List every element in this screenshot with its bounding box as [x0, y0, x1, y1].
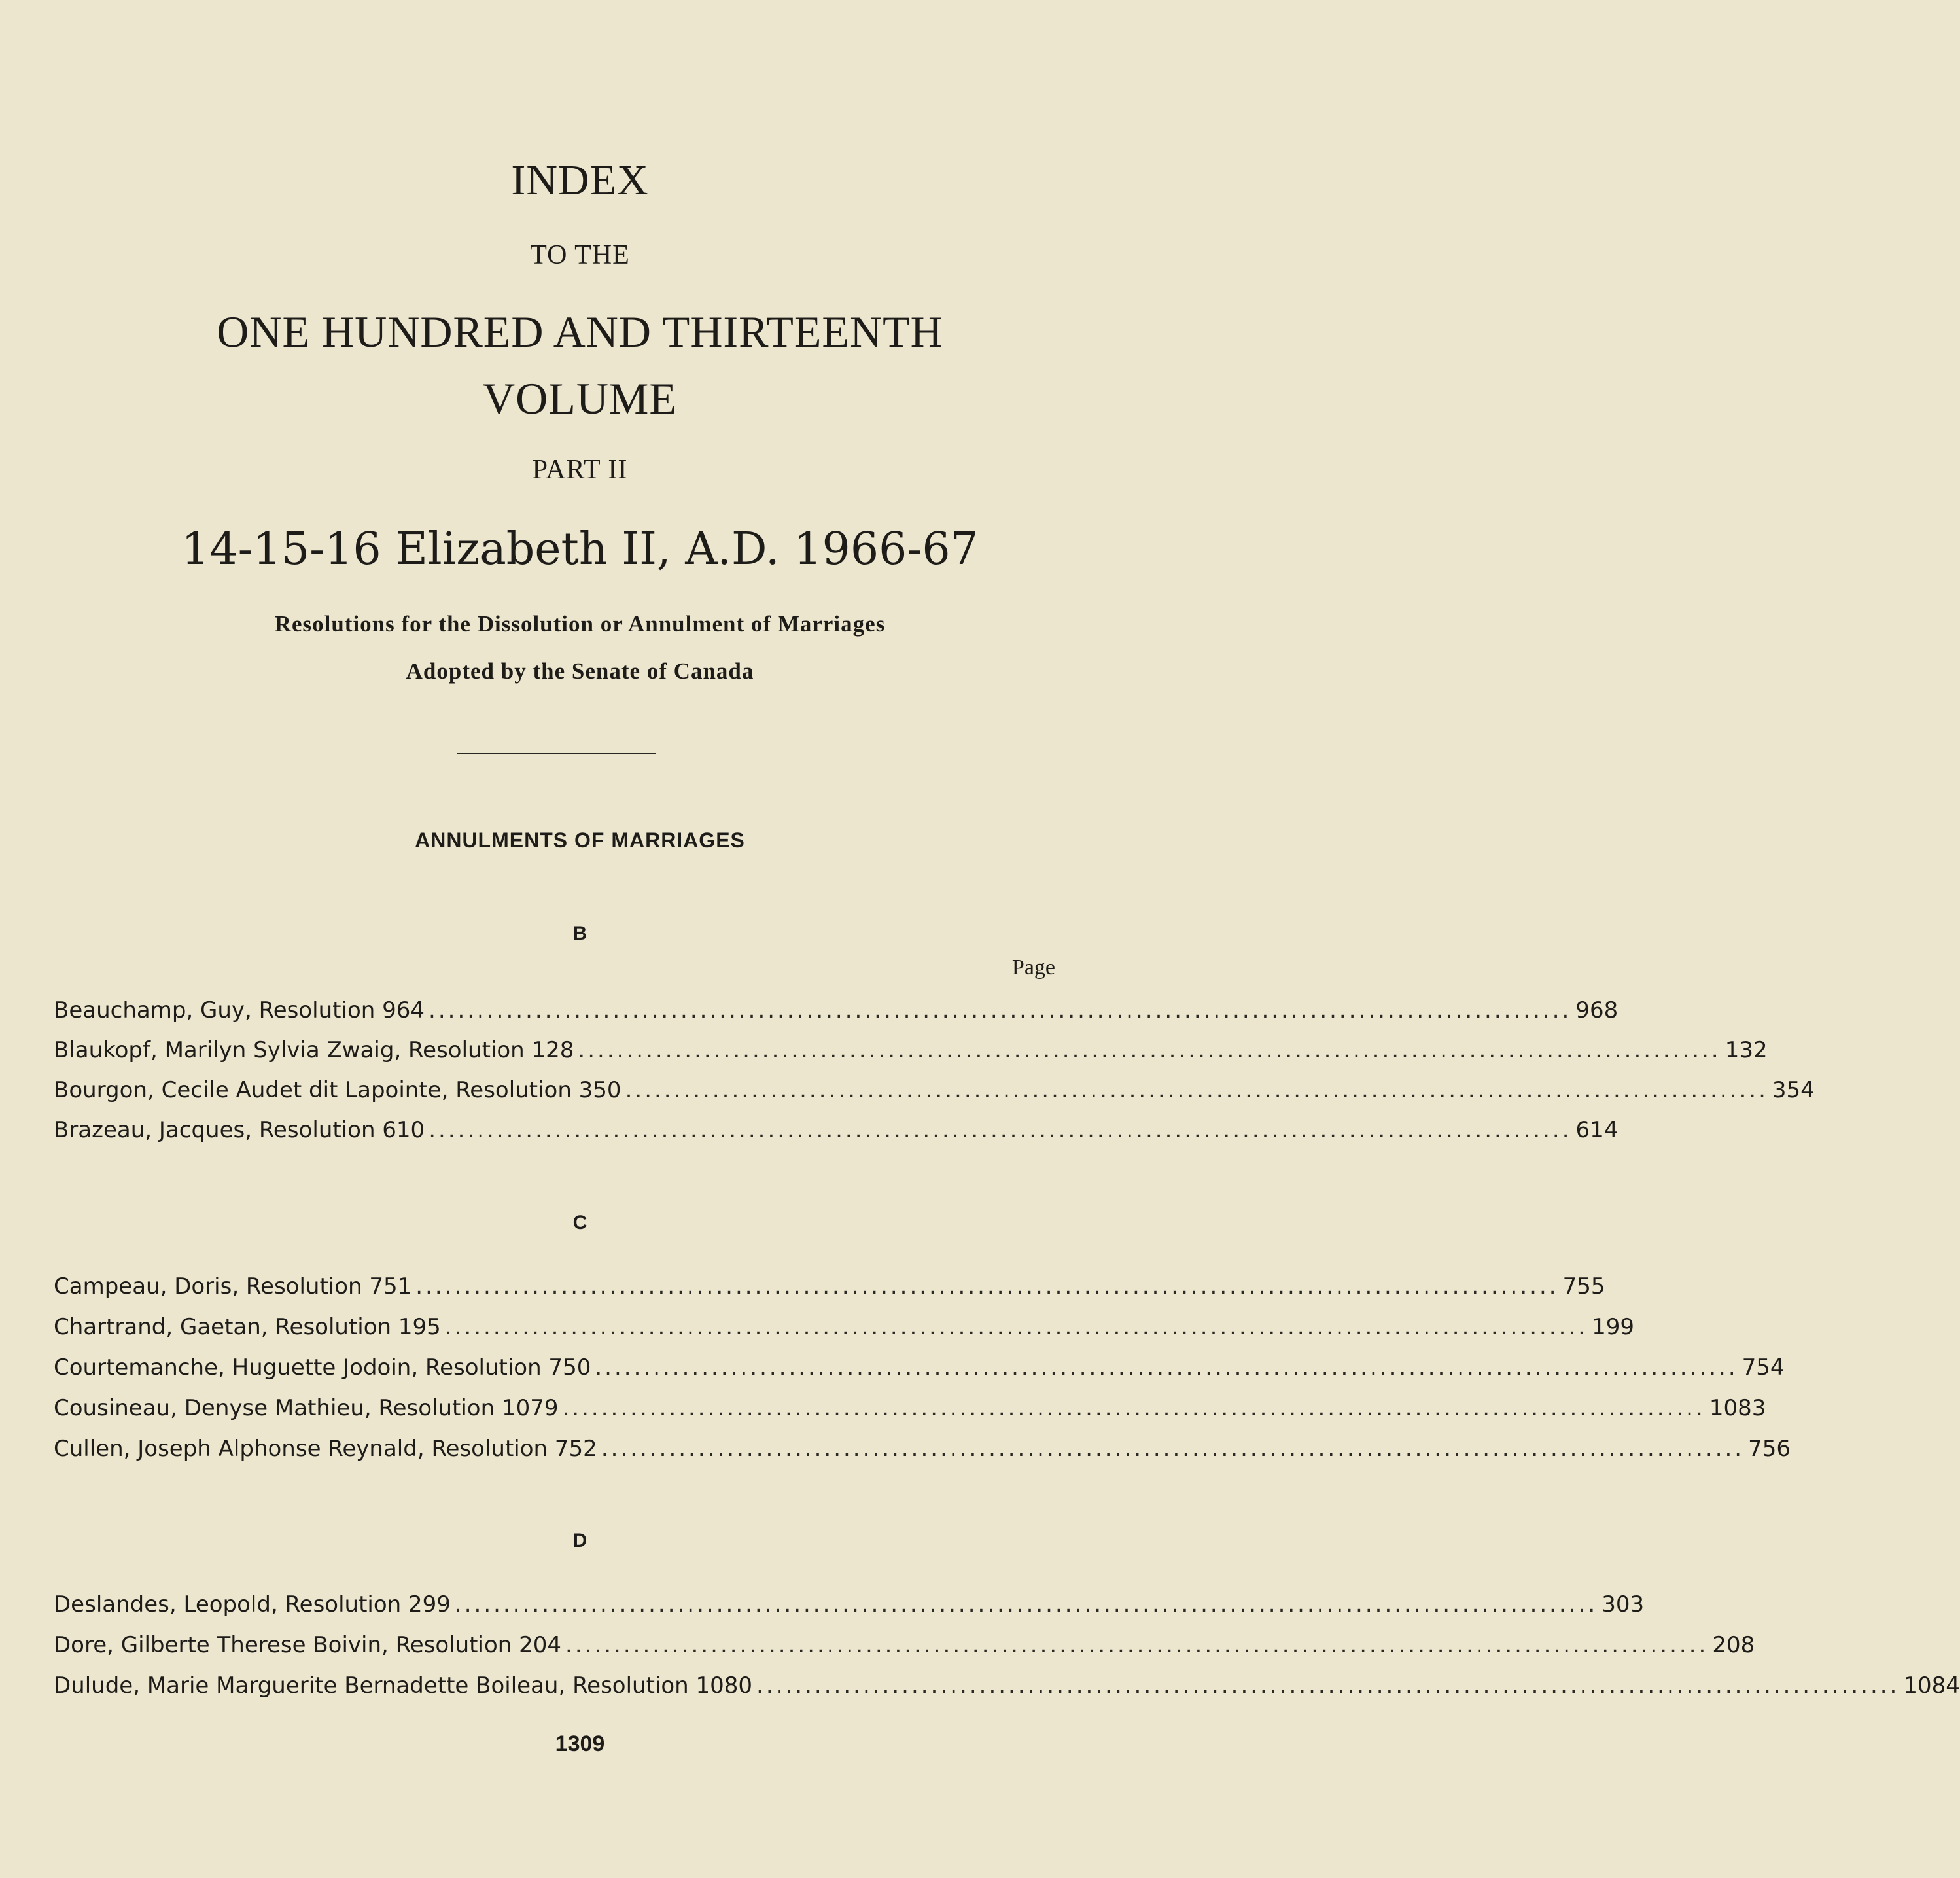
leader-dots: ...................................................................................................................... — [601, 1436, 1745, 1462]
index-entry — [54, 1117, 1619, 1146]
entry-name: Chartrand, Gaetan, Resolution 195 — [54, 1314, 441, 1340]
entry-name: Cullen, Joseph Alphonse Reynald, Resolution 752 — [54, 1436, 597, 1462]
leader-dots: ...................................................................................................................... — [429, 1117, 1572, 1143]
index-entry — [54, 997, 1619, 1026]
leader-dots: ...................................................................................................................... — [625, 1077, 1768, 1103]
entry-page: 755 — [1562, 1273, 1605, 1300]
entry-name: Courtemanche, Huguette Jodoin, Resolution 750 — [54, 1355, 591, 1381]
entry-name: Blaukopf, Marilyn Sylvia Zwaig, Resolution 128 — [54, 1037, 574, 1063]
leader-dots: ...................................................................................................................... — [454, 1591, 1598, 1618]
leader-dots: ...................................................................................................................... — [756, 1673, 1900, 1699]
entry-page: 199 — [1592, 1314, 1634, 1340]
entry-page: 754 — [1741, 1355, 1785, 1381]
volume-title-line2: VOLUME — [483, 374, 677, 423]
subtitle-line1: Resolutions for the Dissolution or Annulment of Marriages — [274, 611, 886, 637]
to-the-line: TO THE — [530, 240, 630, 270]
entry-name: Beauchamp, Guy, Resolution 964 — [54, 997, 425, 1023]
leader-dots: ...................................................................................................................... — [415, 1273, 1559, 1300]
regnal-years: 14-15-16 Elizabeth II, A.D. 1966-67 — [181, 523, 979, 575]
part-label: PART II — [532, 455, 628, 485]
leader-dots: ...................................................................................................................... — [578, 1037, 1721, 1063]
entry-page: 614 — [1575, 1117, 1619, 1143]
index-entry — [54, 1395, 1766, 1424]
divider-rule — [457, 753, 656, 754]
entry-name: Dore, Gilberte Therese Boivin, Resolution 204 — [54, 1632, 562, 1658]
entry-page: 132 — [1724, 1037, 1768, 1063]
index-title: INDEX — [511, 156, 649, 204]
group-letter-d: D — [572, 1530, 587, 1551]
page-number: 1309 — [555, 1731, 605, 1756]
index-entry — [54, 1314, 1634, 1343]
entry-page: 354 — [1772, 1077, 1815, 1103]
entry-name: Dulude, Marie Marguerite Bernadette Boileau, Resolution 1080 — [54, 1673, 753, 1699]
subtitle-line2: Adopted by the Senate of Canada — [406, 658, 754, 684]
entry-page: 1084 — [1903, 1673, 1960, 1699]
group-letter-b: B — [572, 923, 587, 944]
entry-name: Campeau, Doris, Resolution 751 — [54, 1273, 412, 1300]
leader-dots: ...................................................................................................................... — [562, 1395, 1706, 1421]
entry-page: 303 — [1601, 1591, 1645, 1618]
leader-dots: ...................................................................................................................... — [429, 997, 1572, 1023]
index-entry — [54, 1273, 1605, 1302]
section-title: ANNULMENTS OF MARRIAGES — [415, 828, 745, 852]
index-entry — [54, 1632, 1755, 1661]
group-letter-c: C — [572, 1212, 587, 1233]
entry-page: 208 — [1712, 1632, 1755, 1658]
entry-name: Brazeau, Jacques, Resolution 610 — [54, 1117, 425, 1143]
leader-dots: ...................................................................................................................... — [565, 1632, 1709, 1658]
index-entry — [54, 1436, 1791, 1464]
entry-name: Cousineau, Denyse Mathieu, Resolution 1079 — [54, 1395, 559, 1421]
index-entry — [54, 1673, 1960, 1701]
index-entry — [54, 1037, 1768, 1066]
volume-title-line1: ONE HUNDRED AND THIRTEENTH — [217, 307, 943, 357]
entry-page: 968 — [1575, 997, 1619, 1023]
entry-name: Bourgon, Cecile Audet dit Lapointe, Resolution 350 — [54, 1077, 621, 1103]
leader-dots: ...................................................................................................................... — [444, 1314, 1588, 1340]
entry-page: 1083 — [1709, 1395, 1766, 1421]
index-entry — [54, 1355, 1785, 1383]
entry-page: 756 — [1748, 1436, 1791, 1462]
page-column-label: Page — [1011, 955, 1055, 980]
index-entry — [54, 1077, 1815, 1106]
entry-name: Deslandes, Leopold, Resolution 299 — [54, 1591, 451, 1618]
index-entry — [54, 1591, 1645, 1620]
leader-dots: ...................................................................................................................... — [595, 1355, 1738, 1381]
